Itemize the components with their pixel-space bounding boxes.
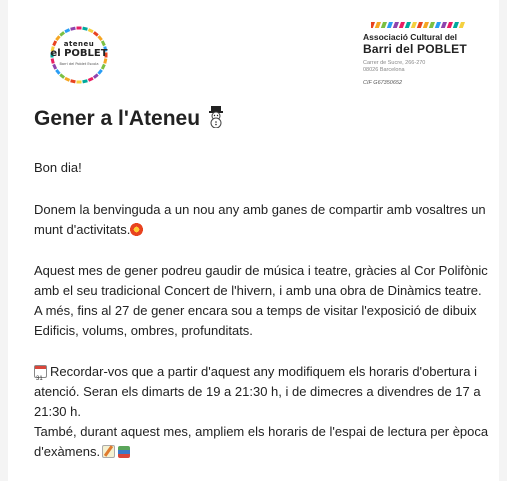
- association-name-line1: Associació Cultural del: [363, 32, 457, 42]
- events-paragraph: [34, 261, 496, 341]
- intro-paragraph: [34, 200, 496, 240]
- email-body: [8, 0, 499, 481]
- schedule-line1: Recordar-vos que a partir d'aquest any modifiquem els horaris d'obertura i: [50, 364, 477, 379]
- schedule-line5: d'exàmens.: [34, 444, 101, 459]
- collision-icon: [130, 223, 143, 236]
- email-title-text: Gener a l'Ateneu: [34, 107, 201, 130]
- ateneu-logo: [48, 24, 110, 86]
- schedule-line2: atenció. Seran els dimarts de 19 a 21:30 h, i de dimecres a divendres de 17 a: [34, 384, 481, 399]
- memo-icon: [102, 445, 115, 458]
- greeting: Bon dia!: [34, 160, 82, 175]
- events-line4: Edificis, volums, ombres, profunditats.: [34, 323, 253, 338]
- schedule-line4: També, durant aquest mes, ampliem els horaris de l'espai de lectura per època: [34, 424, 489, 439]
- logo-line1: ateneu: [63, 40, 95, 48]
- logo-line3: Barri del Poblet Escola: [59, 62, 99, 66]
- events-line3: A més, fins al 27 de gener encara sou a temps de visitar l'exposició de dibuix: [34, 303, 477, 318]
- logo-line2: el POBLET: [50, 48, 108, 59]
- snowman-icon: [206, 106, 226, 134]
- email-title: [34, 106, 226, 134]
- association-name-line2: Barri del POBLET: [363, 42, 467, 56]
- intro-line1: Donem la benvinguda a un nou any amb ganes de compartir amb vosaltres un: [34, 202, 486, 217]
- association-cif: CIF G67350652: [363, 80, 403, 86]
- calendar-icon: [34, 365, 47, 378]
- books-icon: [118, 446, 130, 458]
- intro-line2: munt d'activitats.: [34, 222, 131, 237]
- events-line1: Aquest mes de gener podreu gaudir de música i teatre, gràcies al Cor Polifònic: [34, 263, 488, 278]
- color-stripes-icon: [371, 22, 467, 28]
- events-line2: amb el seu tradicional Concert de l'hivern, i amb una obra de Dinàmics teatre.: [34, 283, 482, 298]
- association-address1: Carrer de Sucre, 266-270: [363, 60, 426, 66]
- schedule-paragraph: [34, 362, 496, 462]
- schedule-line3: 21:30 h.: [34, 404, 81, 419]
- association-logo: [363, 22, 473, 92]
- association-address2: 08026 Barcelona: [363, 67, 405, 73]
